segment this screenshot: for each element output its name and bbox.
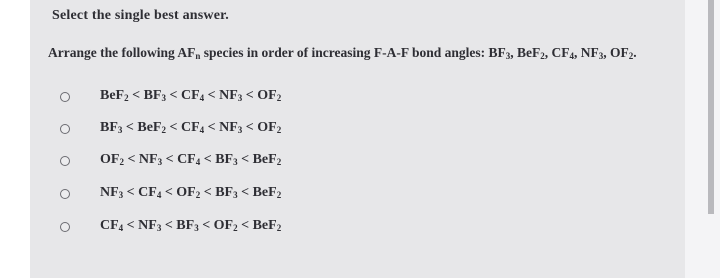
answer-option-e[interactable]	[60, 215, 282, 239]
radio-button-a[interactable]	[60, 92, 70, 102]
subscript: 2	[124, 93, 129, 103]
subscript: 3	[233, 190, 238, 200]
text-run: < BeF	[237, 218, 277, 233]
text-run: OF	[100, 152, 120, 167]
subscript: 4	[156, 190, 162, 200]
text-run: < CF	[165, 120, 200, 135]
subscript: 4	[569, 51, 575, 61]
subscript: 2	[276, 157, 282, 167]
answer-option-c[interactable]	[60, 149, 282, 173]
text-run: < BF	[200, 185, 234, 200]
text-run: , NF	[574, 45, 599, 60]
subscript: 4	[118, 223, 124, 233]
subscript: 2	[233, 223, 238, 233]
option-label-b	[100, 120, 281, 136]
instruction-text: Select the single best answer.	[52, 8, 229, 23]
subscript: 2	[195, 190, 201, 200]
radio-button-b[interactable]	[60, 124, 70, 134]
subscript: n	[195, 51, 201, 61]
subscript: 2	[628, 51, 634, 61]
text-run: , BeF	[510, 45, 541, 60]
subscript: 3	[233, 157, 238, 167]
radio-button-d[interactable]	[60, 189, 70, 199]
subscript: 2	[276, 125, 282, 135]
subscript: 3	[505, 51, 511, 61]
subscript: 2	[119, 157, 124, 167]
subscript: 3	[157, 157, 163, 167]
text-run: < NF	[123, 218, 157, 233]
text-run: < CF	[165, 88, 200, 103]
text-run: < OF	[242, 88, 277, 103]
answer-option-a[interactable]	[60, 85, 282, 109]
text-run: CF	[100, 218, 119, 233]
text-run: , CF	[544, 45, 570, 60]
answer-option-b[interactable]	[60, 117, 282, 141]
text-run: < BeF	[237, 152, 277, 167]
option-label-e	[100, 218, 281, 234]
subscript: 3	[194, 223, 199, 233]
question-panel	[30, 0, 685, 278]
text-run: < BF	[161, 218, 195, 233]
subscript: 3	[237, 125, 243, 135]
text-run: NF	[100, 185, 119, 200]
text-run: < NF	[204, 88, 238, 103]
text-run: < NF	[204, 120, 238, 135]
subscript: 2	[540, 51, 545, 61]
text-run: < BF	[128, 88, 162, 103]
text-run: Arrange the following AF	[48, 45, 196, 60]
subscript: 3	[237, 93, 243, 103]
text-run: < OF	[242, 120, 277, 135]
subscript: 4	[195, 157, 201, 167]
subscript: 3	[118, 190, 124, 200]
text-run: < BF	[200, 152, 234, 167]
subscript: 4	[199, 93, 205, 103]
text-run: < OF	[161, 185, 196, 200]
answer-option-d[interactable]	[60, 182, 282, 206]
subscript: 2	[276, 93, 282, 103]
text-run: < BeF	[237, 185, 277, 200]
radio-button-c[interactable]	[60, 156, 70, 166]
text-run: .	[633, 45, 637, 60]
text-run: , OF	[603, 45, 629, 60]
subscript: 3	[161, 93, 166, 103]
subscript: 2	[276, 223, 282, 233]
subscript: 4	[199, 125, 205, 135]
subscript: 3	[598, 51, 604, 61]
text-run: < CF	[123, 185, 157, 200]
subscript: 3	[156, 223, 162, 233]
page-margin	[685, 0, 720, 278]
text-run: BeF	[100, 88, 125, 103]
subscript: 3	[117, 125, 123, 135]
subscript: 2	[161, 125, 166, 135]
option-label-c	[100, 152, 281, 168]
text-run: < NF	[123, 152, 158, 167]
scrollbar[interactable]	[708, 0, 714, 214]
question-text	[48, 45, 637, 61]
text-run: BF	[100, 120, 118, 135]
option-label-a	[100, 88, 281, 104]
text-run: < OF	[198, 218, 234, 233]
text-run: < BeF	[122, 120, 162, 135]
text-run: species in order of increasing F-A-F bond angles: BF	[200, 45, 506, 60]
radio-button-e[interactable]	[60, 222, 70, 232]
text-run: < CF	[162, 152, 196, 167]
subscript: 2	[276, 190, 282, 200]
option-label-d	[100, 185, 281, 201]
